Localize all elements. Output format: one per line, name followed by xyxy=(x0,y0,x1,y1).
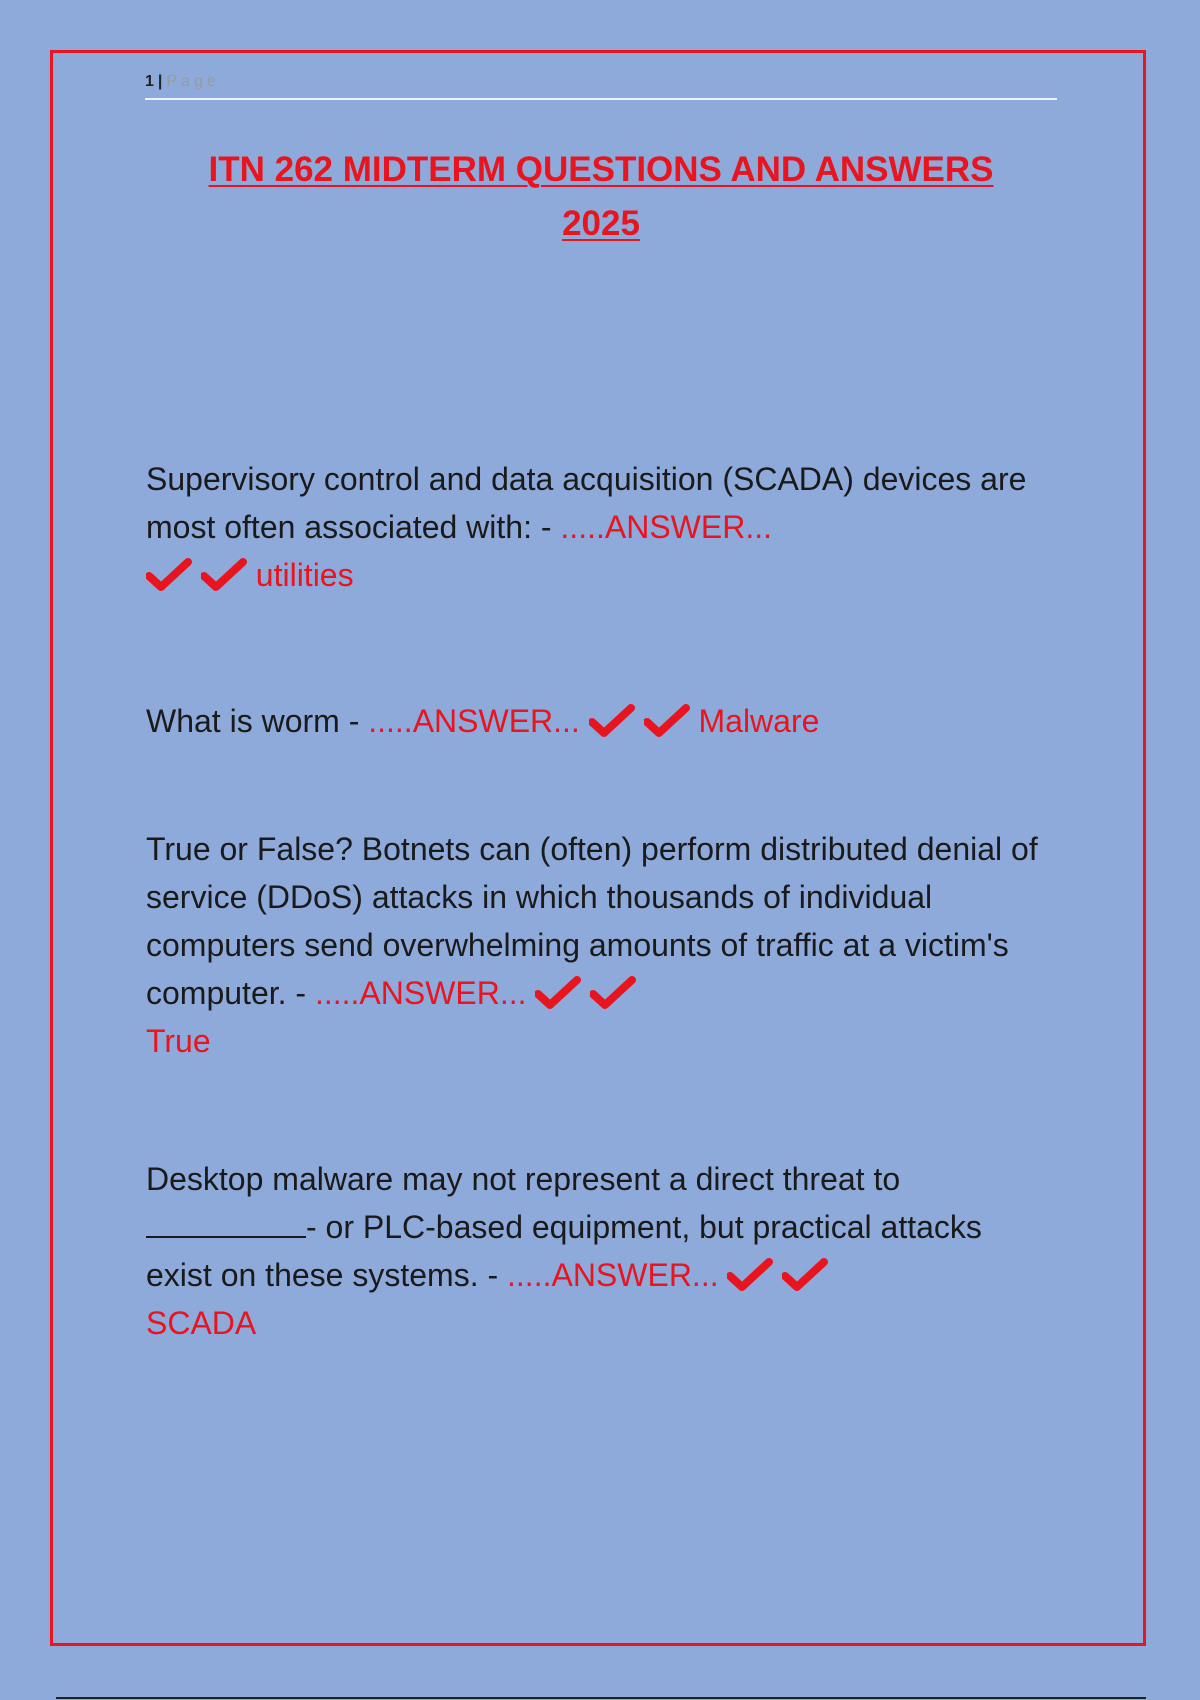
check-icon xyxy=(644,704,690,738)
fill-in-blank xyxy=(146,1206,306,1238)
answer-text: SCADA xyxy=(146,1305,257,1341)
check-icon xyxy=(782,1258,828,1292)
question-text-prefix: Desktop malware may not represent a direct threat to xyxy=(146,1161,901,1197)
check-icon xyxy=(590,976,636,1010)
document-title xyxy=(145,143,1057,251)
answer-tag: .....ANSWER... xyxy=(314,975,527,1011)
answer-tag: .....ANSWER... xyxy=(368,703,580,739)
question-text: True or False? Botnets can (often) perform distributed denial of service (DDoS) attacks in which thousands of individual computers send overwhelming amounts of traffic at a victim's computer. - xyxy=(146,831,1038,1011)
answer-tag: .....ANSWER... xyxy=(560,509,772,545)
page-separator: | xyxy=(157,73,163,90)
question-text: What is worm - xyxy=(146,703,360,739)
answer-text: Malware xyxy=(698,703,820,739)
footer-rule xyxy=(56,1697,1146,1699)
title-line-2: 2025 xyxy=(562,204,640,243)
question-text: Supervisory control and data acquisition (SCADA) devices are most often associated with: - xyxy=(146,461,1027,545)
check-marks xyxy=(727,1251,828,1299)
qa-item-worm xyxy=(146,697,1046,745)
qa-item-scada xyxy=(146,455,1046,599)
check-marks xyxy=(535,969,636,1017)
answer-text: utilities xyxy=(255,557,354,593)
check-icon xyxy=(146,558,192,592)
answer-tag: .....ANSWER... xyxy=(507,1257,719,1293)
check-icon xyxy=(535,976,581,1010)
check-marks xyxy=(146,551,247,599)
page-header xyxy=(145,70,1057,100)
page-number: 1 xyxy=(145,73,154,90)
check-icon xyxy=(201,558,247,592)
title-line-1: ITN 262 MIDTERM QUESTIONS AND ANSWERS xyxy=(208,150,994,189)
qa-item-botnets xyxy=(146,825,1046,1065)
question-text-suffix: - or PLC-based equipment, but practical attacks exist on these systems. - xyxy=(146,1209,982,1293)
check-icon xyxy=(727,1258,773,1292)
qa-item-desktop-malware xyxy=(146,1155,1046,1347)
check-icon xyxy=(589,704,635,738)
page-label: Page xyxy=(166,73,220,90)
check-marks xyxy=(589,697,690,745)
answer-text: True xyxy=(146,1023,211,1059)
